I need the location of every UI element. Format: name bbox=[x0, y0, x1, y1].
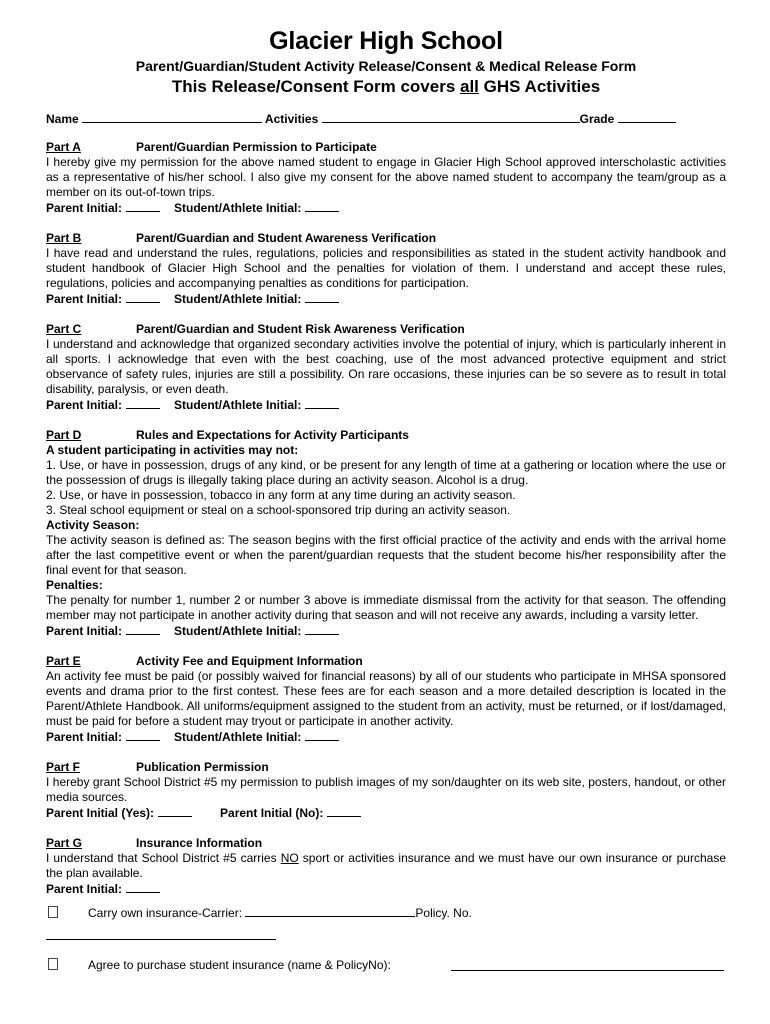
part-a-initials: Parent Initial: Student/Athlete Initial: bbox=[46, 200, 726, 216]
part-e-initials: Parent Initial: Student/Athlete Initial: bbox=[46, 729, 726, 745]
parent-initial-field[interactable] bbox=[126, 623, 160, 635]
part-a-heading: Part A Parent/Guardian Permission to Participate bbox=[46, 140, 377, 154]
parent-initial-field[interactable] bbox=[126, 729, 160, 741]
part-c-initials: Parent Initial: Student/Athlete Initial: bbox=[46, 397, 726, 413]
part-f-initials: Parent Initial (Yes): Parent Initial (No): bbox=[46, 805, 726, 821]
parent-initial-yes-field[interactable] bbox=[158, 805, 192, 817]
purchase-insurance-checkbox[interactable] bbox=[48, 958, 58, 970]
rule-item-1: 1. Use, or have in possession, drugs of any kind, or be present for any length of time at a gathering or location where the use or the possession of drugs is illegally taking place during an activity season. Alcohol is a drug. bbox=[46, 458, 726, 487]
part-g-heading: Part G Insurance Information bbox=[46, 836, 263, 850]
part-c-heading: Part C Parent/Guardian and Student Risk Awareness Verification bbox=[46, 322, 465, 336]
parent-initial-field[interactable] bbox=[126, 881, 160, 893]
part-d-section bbox=[46, 428, 726, 639]
student-info-line bbox=[46, 111, 726, 127]
carrier-field[interactable] bbox=[245, 905, 415, 917]
own-insurance-option: Carry own insurance-Carrier: Policy. No. bbox=[46, 905, 726, 921]
part-g-initials: Parent Initial: bbox=[46, 881, 726, 897]
part-d-initials: Parent Initial: Student/Athlete Initial: bbox=[46, 623, 726, 639]
purchase-insurance-option: Agree to purchase student insurance (name & PolicyNo): bbox=[46, 958, 726, 973]
grade-field[interactable] bbox=[618, 111, 676, 123]
penalties-text: The penalty for number 1, number 2 or number 3 above is immediate dismissal from the activity for that season. The offending member may not participate in another activity during that season and will not receive any awards, including a varsity letter. bbox=[46, 593, 726, 622]
part-f-section bbox=[46, 760, 726, 821]
activities-field[interactable] bbox=[322, 111, 580, 123]
part-b-section bbox=[46, 231, 726, 307]
rule-item-2: 2. Use, or have in possession, tobacco in any form at any time during an activity season. bbox=[46, 488, 516, 502]
parent-initial-field[interactable] bbox=[126, 291, 160, 303]
emphasis-no: NO bbox=[280, 851, 299, 865]
activities-label: Activities bbox=[264, 112, 319, 126]
part-c-section bbox=[46, 322, 726, 413]
name-field[interactable] bbox=[82, 111, 262, 123]
part-b-text: I have read and understand the rules, regulations, policies and responsibilities as stated in the student activity handbook and student handbook of Glacier High School and the penalties for violation of them. I understand and accept these rules, regulations, policies and accompanying penalties as conditions for participation. bbox=[46, 246, 726, 290]
own-insurance-checkbox[interactable] bbox=[48, 906, 58, 918]
student-initial-field[interactable] bbox=[305, 397, 339, 409]
emphasis-all: all bbox=[460, 77, 479, 96]
part-e-section bbox=[46, 654, 726, 745]
student-initial-field[interactable] bbox=[305, 729, 339, 741]
part-a-text: I hereby give my permission for the above named student to engage in Glacier High School approved interscholastic activities as a representative of his/her school. I also give my consent for the above named student to accompany the team/group as a member on its out-of-town trips. bbox=[46, 155, 726, 199]
part-e-heading: Part E Activity Fee and Equipment Information bbox=[46, 654, 363, 668]
school-title: Glacier High School bbox=[269, 27, 503, 55]
form-coverage-heading: This Release/Consent Form covers all GHS Activities bbox=[171, 77, 601, 96]
part-f-heading: Part F Publication Permission bbox=[46, 760, 269, 774]
name-label: Name bbox=[46, 112, 79, 126]
student-initial-field[interactable] bbox=[305, 291, 339, 303]
form-page bbox=[46, 26, 726, 973]
policy-number-field[interactable] bbox=[46, 925, 276, 940]
part-a-section bbox=[46, 140, 726, 216]
part-g-text: I understand that School District #5 carries NO sport or activities insurance and we must have our own insurance or purchase the plan available. bbox=[46, 851, 726, 880]
student-insurance-field[interactable] bbox=[451, 970, 724, 971]
part-b-initials: Parent Initial: Student/Athlete Initial: bbox=[46, 291, 726, 307]
student-initial-field[interactable] bbox=[305, 200, 339, 212]
form-subtitle: Parent/Guardian/Student Activity Release/Consent & Medical Release Form bbox=[135, 58, 637, 74]
part-f-text: I hereby grant School District #5 my permission to publish images of my son/daughter on its web site, posters, handout, or other media sources. bbox=[46, 775, 726, 804]
season-definition-text: The activity season is defined as: The season begins with the first official practice of the activity and ends with the arrival home after the last competitive event or when the parent/guardian requests that the student become his/her responsibility after the final event for that season. bbox=[46, 533, 726, 577]
part-b-heading: Part B Parent/Guardian and Student Awareness Verification bbox=[46, 231, 437, 245]
rule-item-3: 3. Steal school equipment or steal on a school-sponsored trip during an activity season. bbox=[46, 503, 511, 517]
part-d-heading: Part D Rules and Expectations for Activity Participants bbox=[46, 428, 409, 442]
part-g-section bbox=[46, 836, 726, 973]
parent-initial-no-field[interactable] bbox=[327, 805, 361, 817]
parent-initial-field[interactable] bbox=[126, 397, 160, 409]
part-c-text: I understand and acknowledge that organized secondary activities involve the potential of injury, which is particularly inherent in all sports. I acknowledge that even with the best coaching, use of the most advanced protective equipment and strict observance of safety rules, injuries are still a possibility. On rare occasions, these injuries can be so severe as to result in total disability, paralysis, or even death. bbox=[46, 337, 726, 396]
grade-label: Grade bbox=[579, 112, 615, 126]
parent-initial-field[interactable] bbox=[126, 200, 160, 212]
part-d-subheading-restrictions: A student participating in activities may not: bbox=[46, 443, 299, 457]
part-d-subheading-penalties: Penalties: bbox=[46, 578, 103, 592]
student-initial-field[interactable] bbox=[305, 623, 339, 635]
part-d-subheading-season: Activity Season: bbox=[46, 518, 140, 532]
part-e-text: An activity fee must be paid (or possibly waived for financial reasons) by all of our students who participate in MHSA sponsored events and drama prior to the first contest. These fees are for each season and a more detailed description is located in the Parent/Athlete Handbook. All uniforms/equipment assigned to the student from an activity, must be returned, or if lost/damaged, must be paid for before a student may tryout or participate in another activity. bbox=[46, 669, 726, 728]
